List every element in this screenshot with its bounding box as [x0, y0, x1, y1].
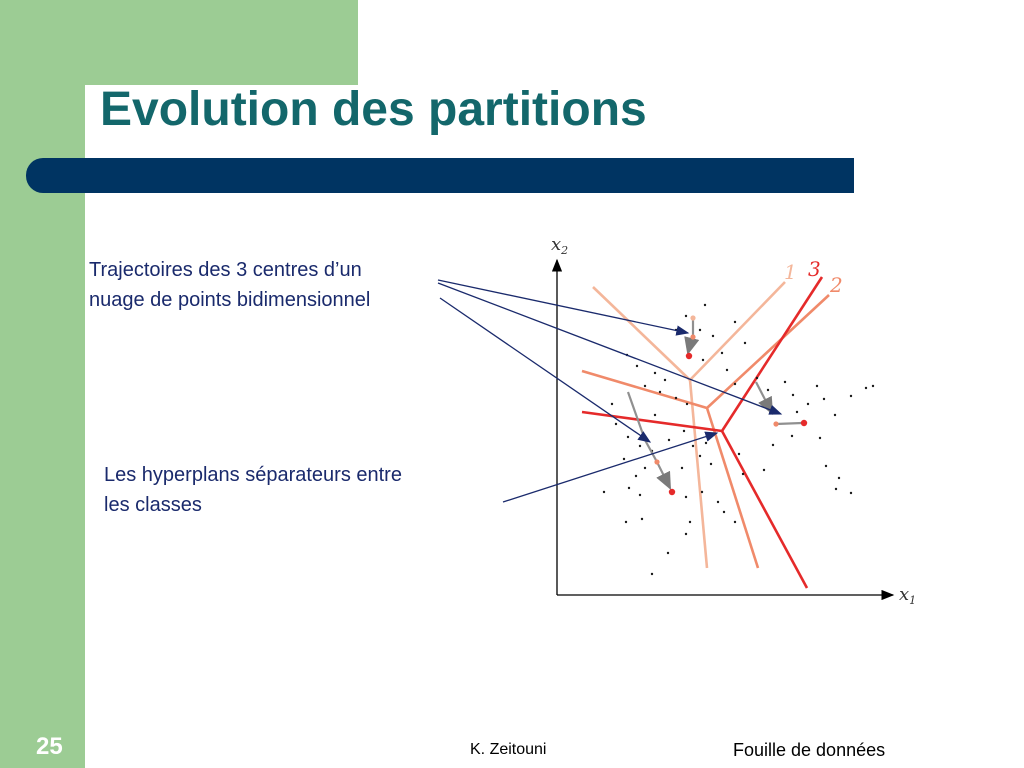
y-axis-letter: x	[551, 234, 562, 255]
annotation-arrows	[438, 280, 781, 502]
slide-number: 25	[36, 733, 63, 760]
x-axis-subscript: 1	[909, 594, 917, 607]
partition-label-3: 3	[808, 257, 821, 281]
y-axis-subscript: 2	[561, 244, 569, 257]
x-axis-letter: x	[899, 584, 910, 605]
partition-3-lines	[582, 277, 822, 588]
partition-label-1: 1	[784, 260, 797, 284]
arrow-to-center-2	[440, 298, 650, 442]
partition-label-2: 2	[830, 273, 843, 297]
footer-course-title: Fouille de données	[733, 740, 886, 760]
hyperplane-annotation-line-1: Les hyperplans séparateurs entre	[104, 464, 402, 486]
footer-author: K. Zeitouni	[470, 741, 547, 758]
hyperplane-annotation-line-2: les classes	[104, 494, 202, 516]
arrow-to-hyperplanes	[503, 433, 717, 502]
center-trajectory-3	[756, 382, 807, 427]
data-point-cloud	[603, 304, 874, 575]
center-trajectory-1	[686, 315, 696, 359]
arrow-to-center-1	[438, 280, 688, 333]
x-axis-label	[899, 584, 916, 607]
center-trajectory-2	[628, 392, 675, 495]
trajectory-annotation-line-1: Trajectoires des 3 centres d’un	[89, 259, 362, 281]
trajectory-annotation-line-2: nuage de points bidimensionnel	[89, 289, 371, 311]
y-axis-label	[551, 234, 568, 257]
slide-title: Evolution des partitions	[100, 83, 647, 136]
partition-2-lines	[582, 295, 829, 568]
axes	[551, 234, 916, 607]
partition-1-lines	[593, 282, 785, 568]
